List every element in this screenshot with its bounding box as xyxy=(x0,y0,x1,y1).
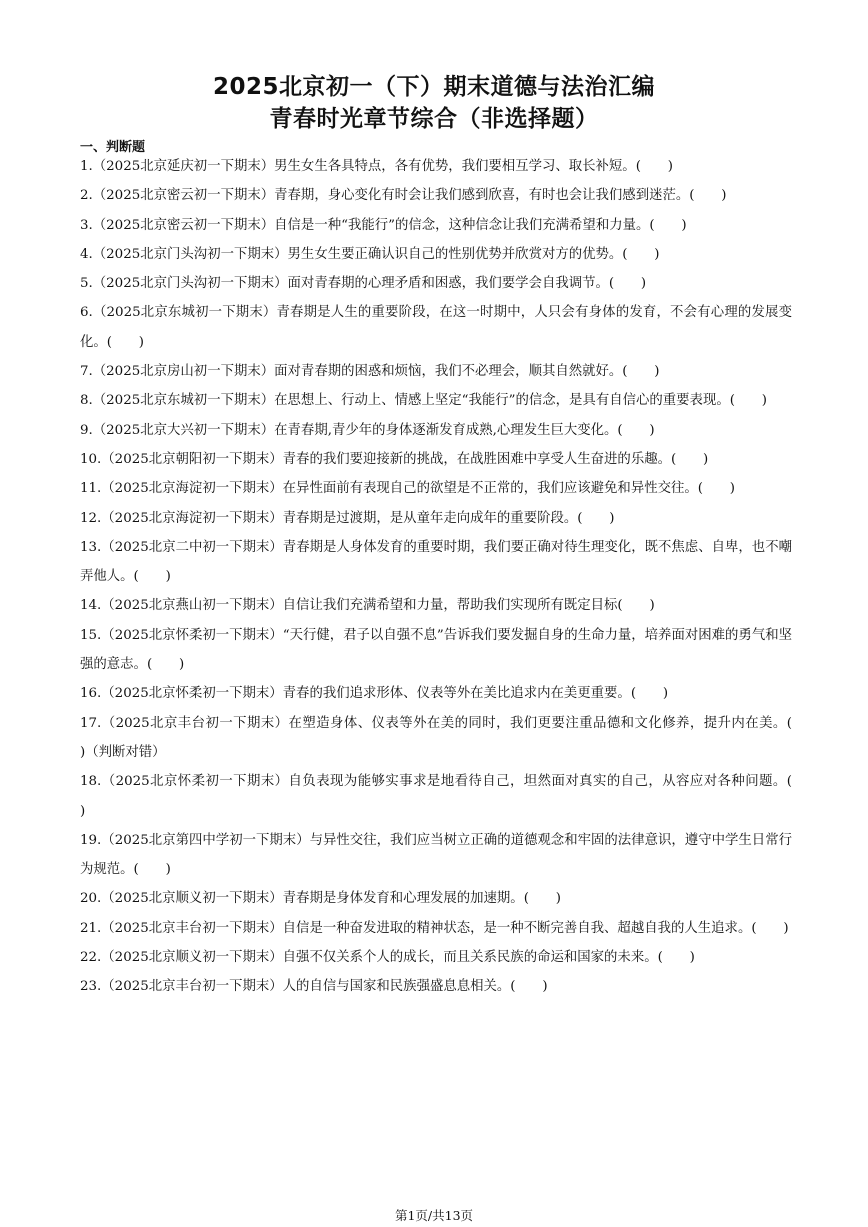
question-item: 1.（2025北京延庆初一下期末）男生女生各具特点，各有优势，我们要相互学习、取长补短。( ) xyxy=(80,159,673,174)
question-item: 16.（2025北京怀柔初一下期末）青春的我们追求形体、仪表等外在美比追求内在美更重要。( ) xyxy=(80,686,669,702)
question-item: 19.（2025北京第四中学初一下期末）与异性交往，我们应当树立正确的道德观念和牢固的法律意识，遵守中学生日常行为规范。( ) xyxy=(80,832,792,878)
question-item: 4.（2025北京门头沟初一下期末）男生女生要正确认识自己的性别优势并欣赏对方的优势。( ) xyxy=(80,246,660,262)
document-subtitle: 青春时光章节综合（非选择题） xyxy=(269,106,599,132)
question-item: 9.（2025北京大兴初一下期末）在青春期,青少年的身体逐渐发育成熟,心理发生巨大变化。( ) xyxy=(80,422,655,438)
question-item: 5.（2025北京门头沟初一下期末）面对青春期的心理矛盾和困惑，我们要学会自我调节。( ) xyxy=(80,276,647,292)
page-footer: 第1页/共13页 xyxy=(394,1208,474,1223)
question-item: 14.（2025北京燕山初一下期末）自信让我们充满希望和力量，帮助我们实现所有既定目标( ) xyxy=(80,598,655,614)
question-item: 7.（2025北京房山初一下期末）面对青春期的困惑和烦恼，我们不必理会，顺其自然就好。( ) xyxy=(80,364,660,380)
question-item: 18.（2025北京怀柔初一下期末）自负表现为能够实事求是地看待自己，坦然面对真实的自己，从容应对各种问题。( ) xyxy=(80,774,819,819)
question-item: 23.（2025北京丰台初一下期末）人的自信与国家和民族强盛息息相关。( ) xyxy=(80,979,548,995)
question-item: 20.（2025北京顺义初一下期末）青春期是身体发育和心理发展的加速期。( ) xyxy=(80,891,561,907)
document-title: 2025北京初一（下）期末道德与法治汇编 xyxy=(212,74,655,100)
question-item: 8.（2025北京东城初一下期末）在思想上、行动上、情感上坚定“我能行”的信念，是具有自信心的重要表现。( ) xyxy=(80,393,767,409)
question-list xyxy=(80,152,819,1002)
section-heading: 一、判断题 xyxy=(80,140,146,155)
question-item: 10.（2025北京朝阳初一下期末）青春的我们要迎接新的挑战，在战胜困难中享受人生奋进的乐趣。( ) xyxy=(80,451,709,467)
question-item: 21.（2025北京丰台初一下期末）自信是一种奋发进取的精神状态，是一种不断完善自我、超越自我的人生追求。( ) xyxy=(80,920,789,936)
question-item: 2.（2025北京密云初一下期末）青春期，身心变化有时会让我们感到欣喜，有时也会让我们感到迷茫。( ) xyxy=(80,188,727,204)
question-item: 3.（2025北京密云初一下期末）自信是一种“我能行”的信念，这种信念让我们充满希望和力量。( ) xyxy=(80,217,687,233)
question-item: 22.（2025北京顺义初一下期末）自强不仅关系个人的成长，而且关系民族的命运和国家的未来。( ) xyxy=(80,950,695,966)
question-item: 15.（2025北京怀柔初一下期末）“天行健，君子以自强不息”告诉我们要发掘自身的生命力量，培养面对困难的勇气和坚强的意志。( ) xyxy=(80,627,792,673)
question-item: 17.（2025北京丰台初一下期末）在塑造身体、仪表等外在美的同时，我们更要注重品德和文化修养，提升内在美。( )（判断对错） xyxy=(80,715,819,760)
question-item: 12.（2025北京海淀初一下期末）青春期是过渡期，是从童年走向成年的重要阶段。( ) xyxy=(80,510,615,526)
question-item: 6.（2025北京东城初一下期末）青春期是人生的重要阶段，在这一时期中，人只会有身体的发育，不会有心理的发展变化。( ) xyxy=(80,305,792,350)
question-item: 11.（2025北京海淀初一下期末）在异性面前有表现自己的欲望是不正常的，我们应该避免和异性交往。( ) xyxy=(80,481,736,497)
question-item: 13.（2025北京二中初一下期末）青春期是人身体发育的重要时期，我们要正确对待生理变化，既不焦虑、自卑，也不嘲弄他人。( ) xyxy=(80,539,792,585)
